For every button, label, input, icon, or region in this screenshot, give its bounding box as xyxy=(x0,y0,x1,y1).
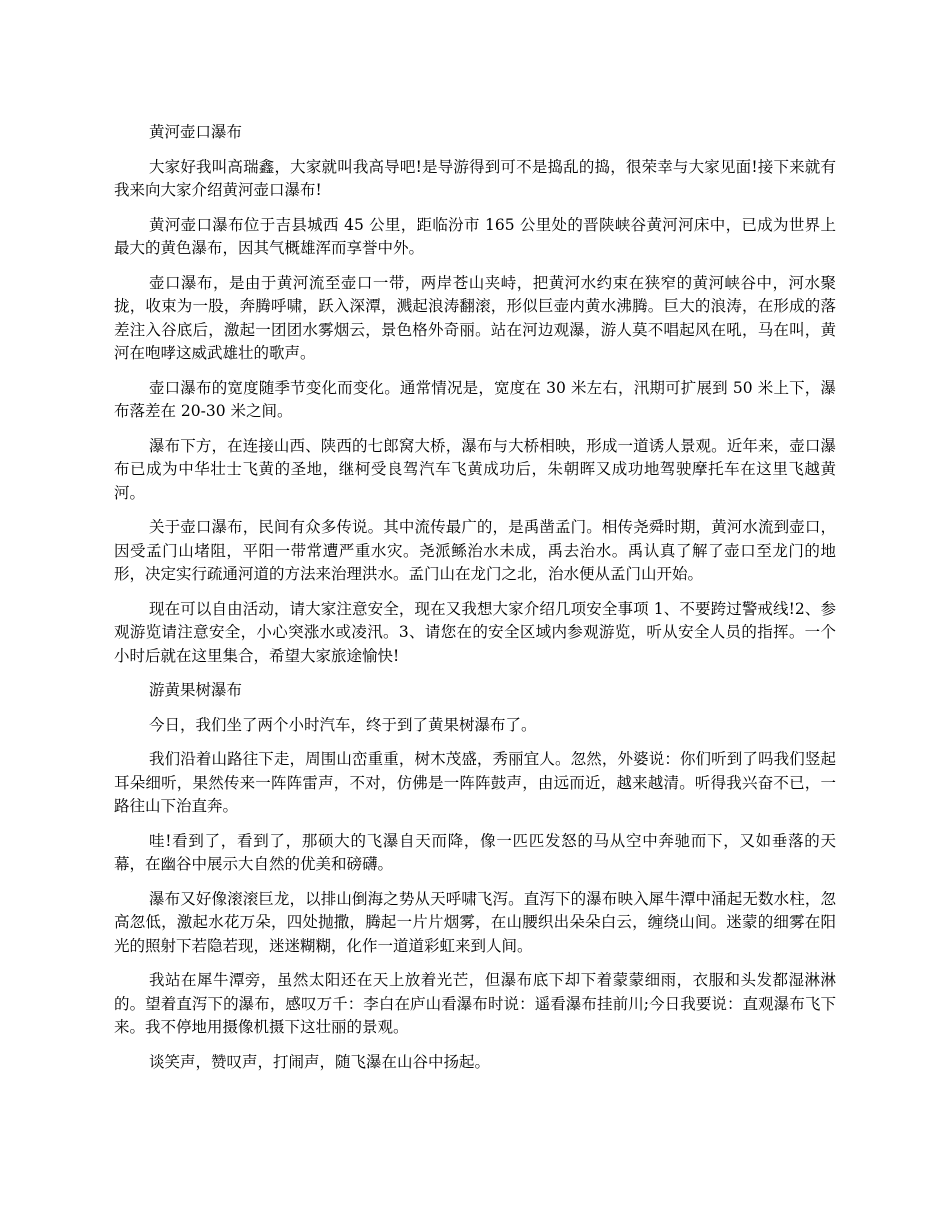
paragraph: 我们沿着山路往下走，周围山峦重重，树木茂盛，秀丽宜人。忽然，外婆说：你们听到了吗我们竖起耳朵细听，果然传来一阵阵雷声，不对，仿佛是一阵阵鼓声，由远而近，越来越清。听得我兴奋不已，一路往山下治直奔。 xyxy=(114,750,836,815)
paragraph: 现在可以自由活动，请大家注意安全，现在又我想大家介绍几项安全事项 1、不要跨过警戒线!2、参观游览请注意安全，小心突涨水或凌汛。3、请您在的安全区域内参观游览，听从安全人员的指挥。一个小时后就在这里集合，希望大家旅途愉快! xyxy=(114,599,836,665)
section-title: 游黄果树瀑布 xyxy=(149,681,243,699)
paragraph: 哇!看到了，看到了，那硕大的飞瀑自天而降，像一匹匹发怒的马从空中奔驰而下，又如垂落的天幕，在幽谷中展示大自然的优美和磅礴。 xyxy=(114,831,836,873)
paragraph: 谈笑声，赞叹声，打闹声，随飞瀑在山谷中扬起。 xyxy=(149,1052,491,1071)
paragraph: 我站在犀牛潭旁，虽然太阳还在天上放着光芒，但瀑布底下却下着蒙蒙细雨，衣服和头发都湿淋淋的。望着直泻下的瀑布，感叹万千：李白在庐山看瀑布时说：遥看瀑布挂前川;今日我要说：直观瀑布飞下来。我不停地用摄像机摄下这壮丽的景观。 xyxy=(114,971,836,1036)
paragraph: 黄河壶口瀑布位于吉县城西 45 公里，距临汾市 165 公里处的晋陕峡谷黄河河床中，已成为世界上最大的黄色瀑布，因其气概雄浑而享誉中外。 xyxy=(114,215,836,257)
paragraph: 瀑布下方，在连接山西、陕西的七郎窝大桥，瀑布与大桥相映，形成一道诱人景观。近年来，壶口瀑布已成为中华壮士飞黄的圣地，继柯受良驾汽车飞黄成功后，朱朝晖又成功地驾驶摩托车在这里飞越黄河。 xyxy=(114,436,836,502)
paragraph: 壶口瀑布，是由于黄河流至壶口一带，两岸苍山夹峙，把黄河水约束在狭窄的黄河峡谷中，河水聚拢，收束为一股，奔腾呼啸，跃入深潭，溅起浪涛翻滚，形似巨壶内黄水沸腾。巨大的浪涛，在形成的落差注入谷底后，激起一团团水雾烟云，景色格外奇丽。站在河边观瀑，游人莫不唱起风在吼，马在叫，黄河在咆哮这威武雄壮的歌声。 xyxy=(114,273,836,362)
paragraph: 大家好我叫高瑞鑫，大家就叫我高导吧!是导游得到可不是捣乱的捣，很荣幸与大家见面!接下来就有我来向大家介绍黄河壶口瀑布! xyxy=(114,157,836,199)
paragraph: 壶口瀑布的宽度随季节变化而变化。通常情况是，宽度在 30 米左右，汛期可扩展到 50 米上下，瀑布落差在 20-30 米之间。 xyxy=(114,378,836,420)
paragraph: 关于壶口瀑布，民间有众多传说。其中流传最广的，是禹凿孟门。相传尧舜时期，黄河水流到壶口，因受孟门山堵阻，平阳一带常遭严重水灾。尧派鲧治水未成，禹去治水。禹认真了解了壶口至龙门的地形，决定实行疏通河道的方法来治理洪水。孟门山在龙门之北，治水便从孟门山开始。 xyxy=(114,518,836,583)
document-page xyxy=(114,121,836,1085)
paragraph: 今日，我们坐了两个小时汽车，终于到了黄果树瀑布了。 xyxy=(149,715,537,734)
section-title: 黄河壶口瀑布 xyxy=(149,123,243,141)
paragraph: 瀑布又好像滚滚巨龙，以排山倒海之势从天呼啸飞泻。直泻下的瀑布映入犀牛潭中涌起无数水柱，忽高忽低，激起水花万朵，四处抛撒，腾起一片片烟雾，在山腰织出朵朵白云，缠绕山间。迷蒙的细雾在阳光的照射下若隐若现，迷迷糊糊，化作一道道彩虹来到人间。 xyxy=(114,889,836,955)
